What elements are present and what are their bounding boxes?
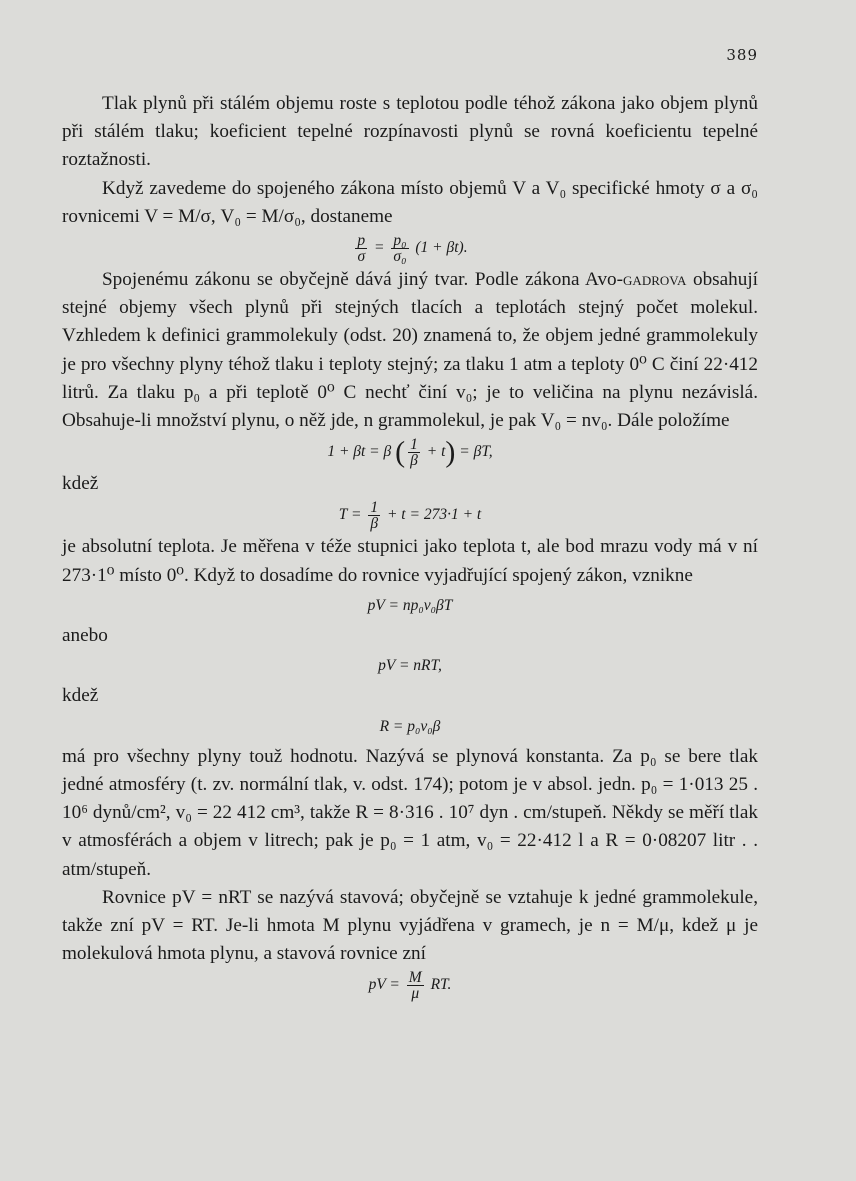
kdez-1: kdež [62,473,99,495]
eq2-right: = βT, [459,443,493,461]
eq7-denominator: μ [411,985,420,1003]
paragraph-6: Rovnice pV = nRT se nazývá stavová; obyčejně se vztahuje k jedné grammolekule, takže zní pV = RT. Je-li hmota M plynu vyjádřena v gramech, je n = M/μ, kdež μ je molekulová hmota plynu, a stavová rovnice zní [62,886,758,965]
eq1-rhs-numerator: p₀ [393,232,407,250]
paragraph-1: Tlak plynů při stálém objemu roste s teplotou podle téhož zákona jako objem plynů při stálém tlaku; koeficient tepelné rozpínavosti plynů se rovná koeficientu tepelné roztažnosti. [62,93,758,171]
paragraph-5: má pro všechny plyny touž hodnotu. Nazývá se plynová konstanta. Za p₀ se bere tlak jedné atmosféry (t. zv. normální tlak, v. odst. 174); potom je v absol. jedn. p₀ = 1·013 25 . 10⁶ dynů/cm², v₀ = 22 412 cm³, takže R = 8·316 . 10⁷ dyn . cm/stupeň. Někdy se měří tlak v atmosférách a objem v litrech; pak je p₀ = 1 atm, v₀ = 22·412 l a R = 0·08207 litr . . atm/stupeň. [62,745,758,880]
eq3-numerator: 1 [370,499,379,517]
avogadro-name: gadrova [623,269,687,291]
paragraph-3a: Spojenému zákonu se obyčejně dává jiný tvar. Podle zákona Avo- [102,269,624,291]
eq1-tail: (1 + βt). [415,239,468,257]
equation-6: R = p₀v₀β [379,717,441,735]
eq2-left: 1 + βt = β [327,443,392,461]
eq2-denominator: β [410,452,418,470]
page-number: 389 [726,46,758,64]
equation-3 [62,500,758,531]
eq1-rhs-denominator: σ₀ [393,248,407,266]
eq2-inner: + t [426,443,446,461]
paragraph-2: Když zavedeme do spojeného zákona místo objemů V a V₀ specifické hmoty σ a σ₀ rovnicemi V = M/σ, V₀ = M/σ₀, dostaneme [62,177,758,227]
equation-2: 1 + βt = β ( $\frac{1}{\beta}$ + t) = βT, [327,435,493,470]
kdez-2: kdež [62,685,99,707]
paragraph-3c: obsahují stejné objemy všech plynů při stejných tlacích a teplotách stejný počet molekul. Vzhledem k definici grammolekuly (odst. 20) znamená to, že objem jedné grammolekuly je pro všechny plyny téhož tlaku i teploty stejný; za tlaku 1 atm a teploty 0⁰ C činí 22·412 litrů. Za tlaku p₀ a při teplotě 0⁰ C nechť činí v₀; je to veličina na plynu nezávislá. Obsahuje-li množství plynu, o něž jde, n grammolekul, je pak V₀ = nv₀. Dále položíme [62,269,758,432]
paragraph-3 [62,266,758,435]
eq3-left: T = [338,506,362,524]
eq7-left: pV = [368,976,400,994]
eq2-numerator: 1 [410,436,418,454]
eq1-lhs-numerator: p [357,232,366,250]
eq1-lhs-denominator: σ [357,248,366,266]
page-body [62,90,758,1003]
eq1-equals: = [374,239,385,257]
eq7-right: RT. [430,976,452,994]
eq3-denominator: β [370,515,379,533]
anebo: anebo [62,625,108,647]
eq3-right: + t = 273·1 + t [386,506,482,524]
equation-7 [62,970,758,1001]
equation-1 [62,233,758,264]
paragraph-4: je absolutní teplota. Je měřena v téže stupnici jako teplota t, ale bod mrazu vody má v ní 273·1⁰ místo 0⁰. Když to dosadíme do rovnice vyjadřující spojený zákon, vznikne [62,536,758,586]
equation-5: pV = nRT, [378,657,442,675]
equation-4: pV = np₀v₀βT [367,596,453,614]
eq7-numerator: M [408,969,422,987]
